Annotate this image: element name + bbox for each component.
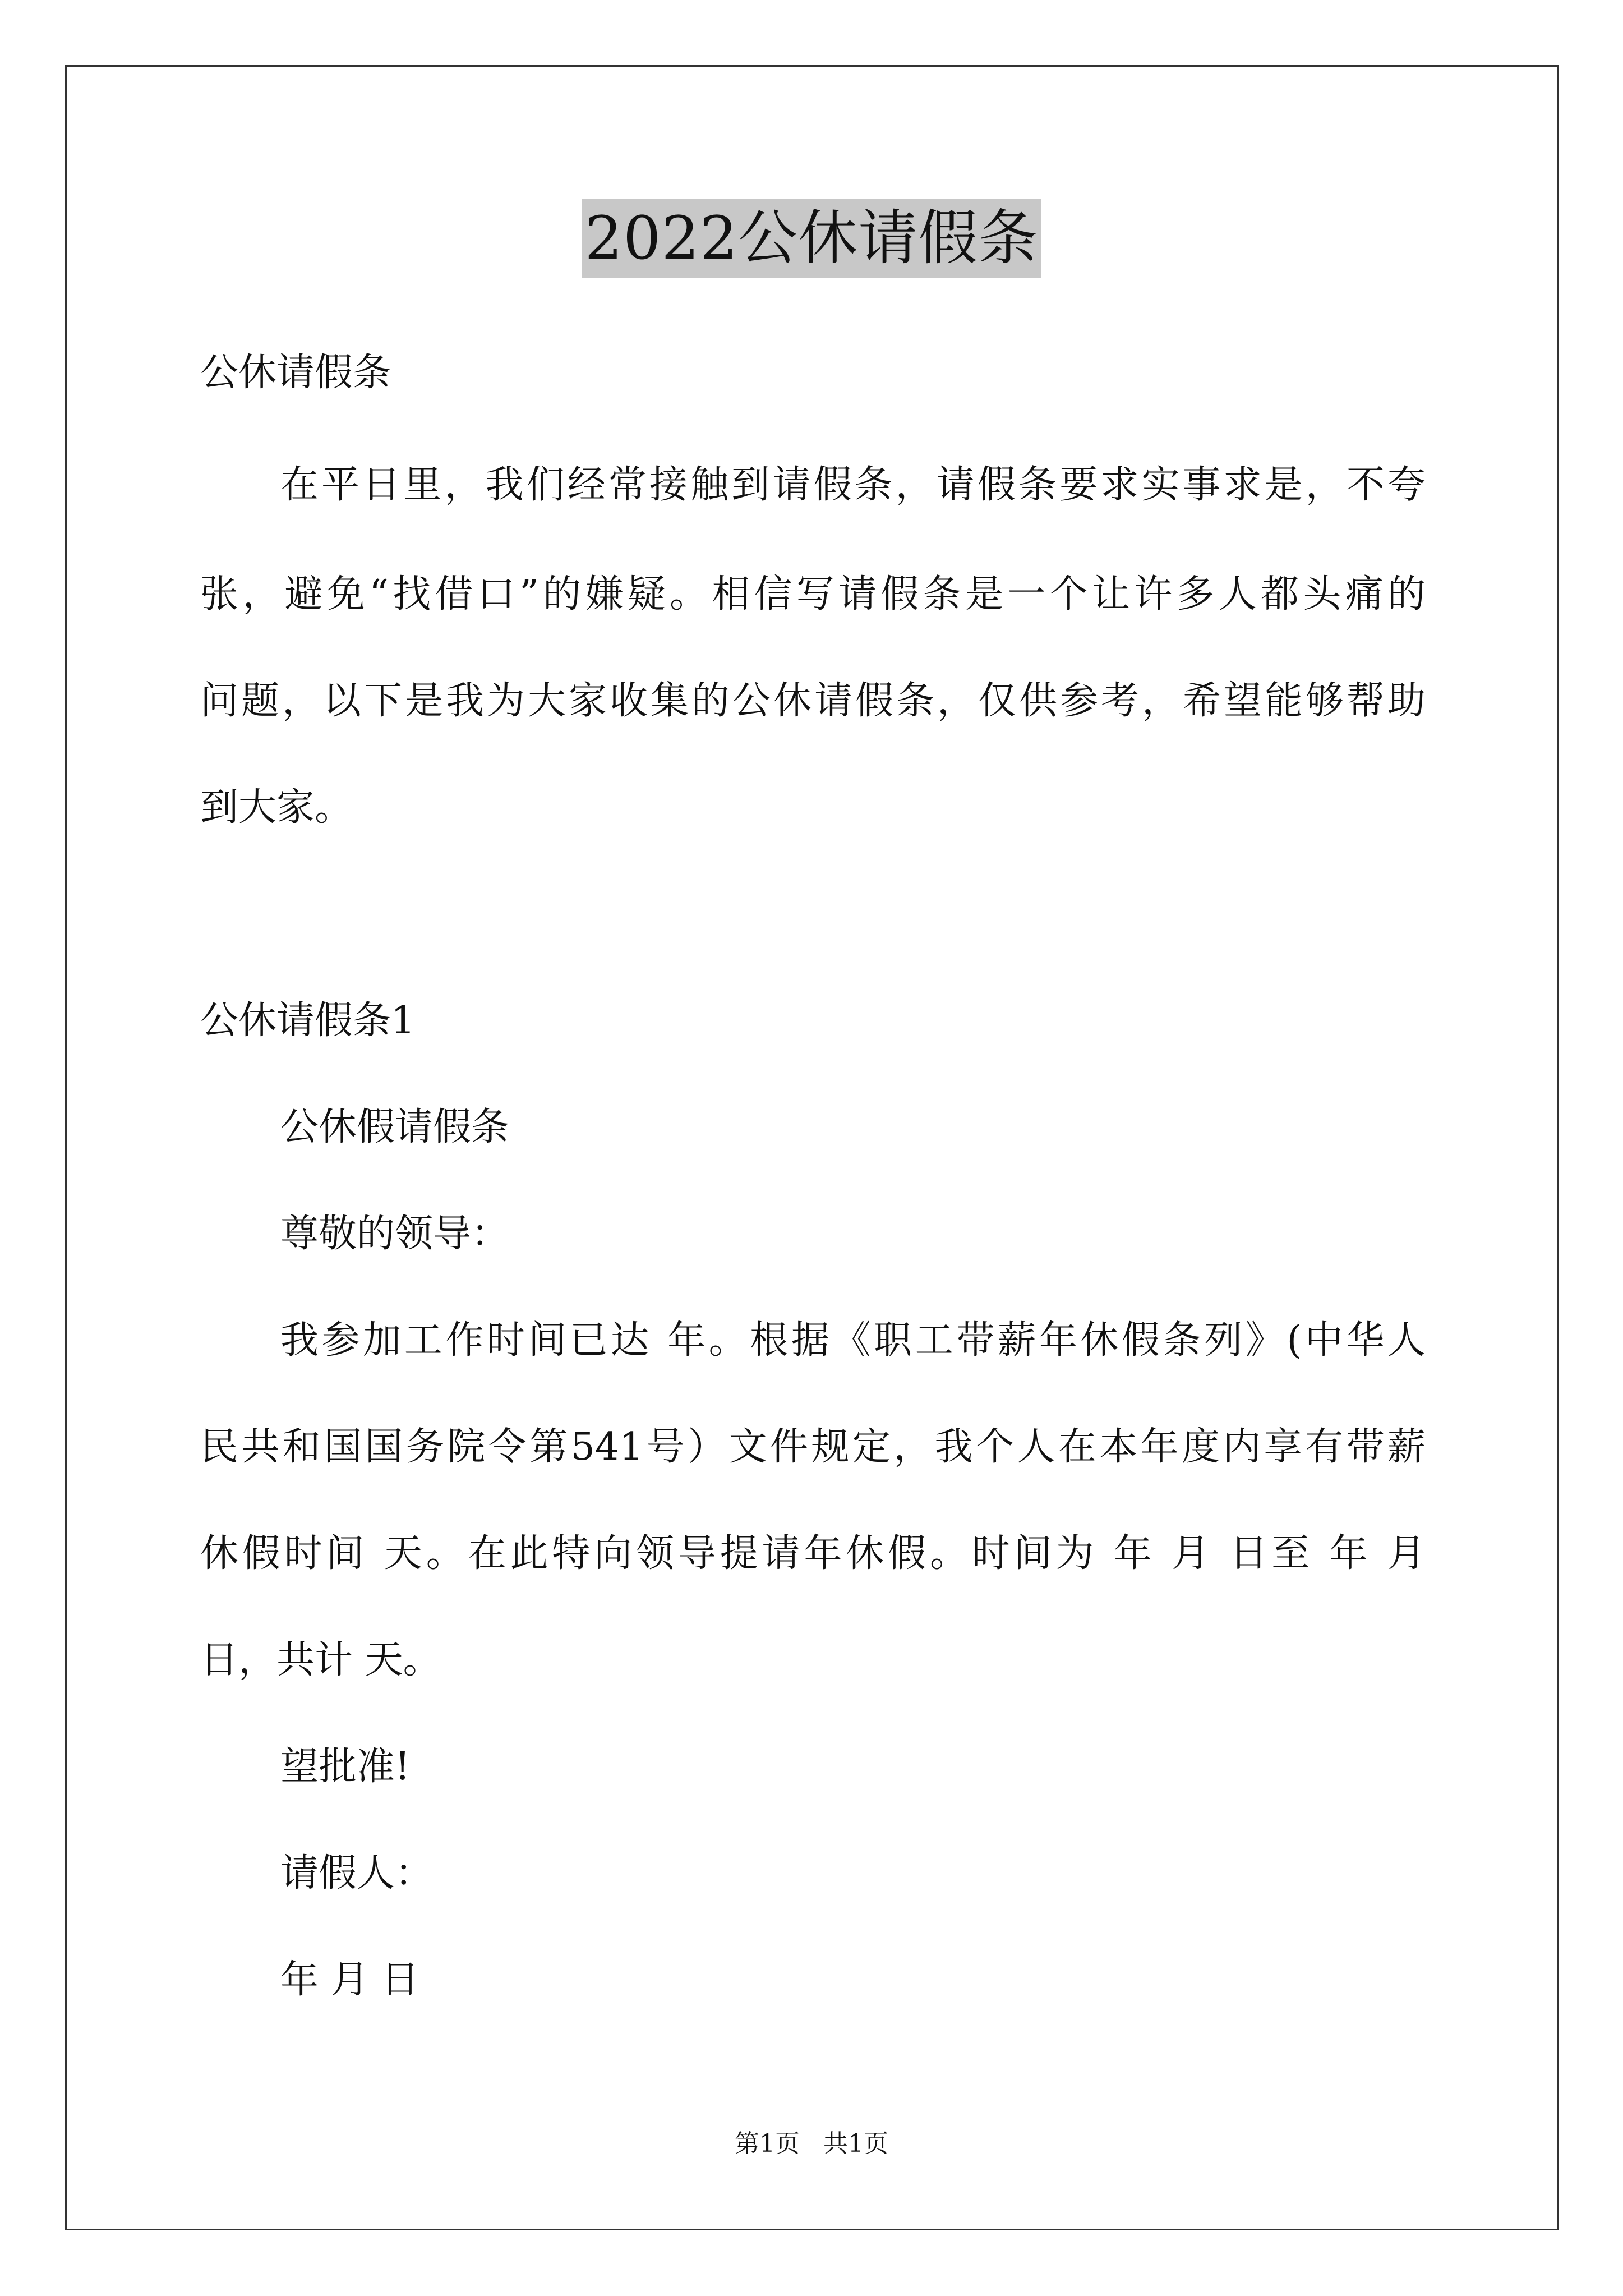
signature: 请假人： — [280, 1851, 434, 1895]
heading: 公休请假条 — [200, 351, 391, 395]
body-line-2: 民共和国国务院令第541号）文件规定，我个人在本年度内享有带薪 — [200, 1425, 1426, 1469]
page-footer: 第1页 共1页 — [735, 2129, 888, 2158]
date: 年 月 日 — [280, 1958, 419, 2002]
intro-line-4: 到大家。 — [200, 785, 353, 830]
document-title: 2022公休请假条 — [582, 199, 1042, 278]
intro-line-2: 张，避免“找借口”的嫌疑。相信写请假条是一个让许多人都头痛的 — [200, 572, 1426, 616]
body-line-3: 休假时间 天。在此特向领导提请年休假。时间为 年 月 日至 年 月 — [200, 1531, 1426, 1576]
body-line-4: 日，共计 天。 — [200, 1638, 441, 1682]
salutation: 尊敬的领导： — [280, 1212, 510, 1256]
section-heading: 公休请假条1 — [200, 999, 416, 1043]
intro-line-3: 问题，以下是我为大家收集的公休请假条，仅供参考，希望能够帮助 — [200, 679, 1426, 723]
title-container — [0, 199, 1623, 278]
subtitle: 公休假请假条 — [280, 1105, 510, 1149]
closing: 望批准! — [280, 1745, 411, 1789]
intro-line-1: 在平日里，我们经常接触到请假条，请假条要求实事求是，不夸 — [280, 463, 1426, 507]
body-line-1: 我参加工作时间已达 年。根据《职工带薪年休假条列》(中华人 — [280, 1318, 1426, 1363]
